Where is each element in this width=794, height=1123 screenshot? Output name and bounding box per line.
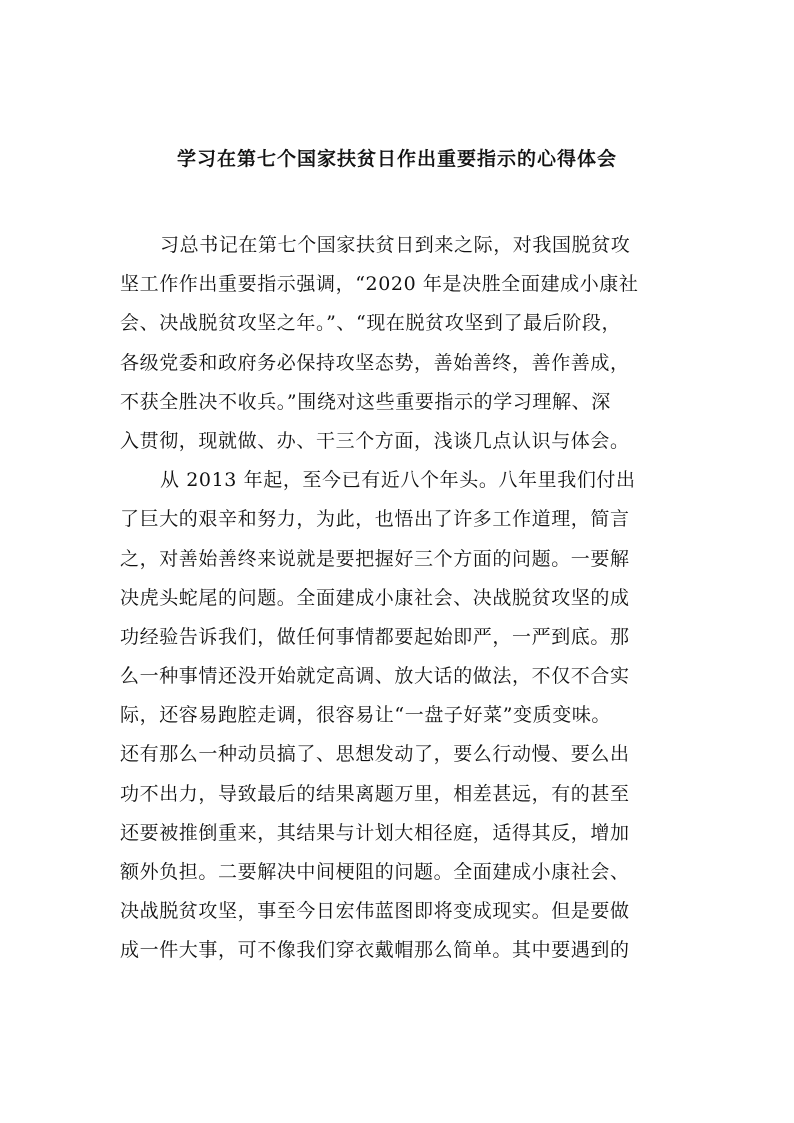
paragraph-line: 从 2013 年起，至今已有近八个年头。八年里我们付出 [160, 469, 636, 492]
paragraph-line: 不获全胜决不收兵。”围绕对这些重要指示的学习理解、深 [120, 390, 611, 413]
paragraph-line: 之，对善始善终来说就是要把握好三个方面的问题。一要解 [120, 547, 630, 570]
paragraph-line: 功不出力，导致最后的结果离题万里，相差甚远，有的甚至 [120, 782, 630, 805]
document-body [120, 226, 695, 971]
paragraph-line: 了巨大的艰辛和努力，为此，也悟出了许多工作道理，简言 [120, 508, 630, 531]
paragraph-line: 决战脱贫攻坚，事至今日宏伟蓝图即将变成现实。但是要做 [120, 900, 630, 923]
paragraph-line: 会、决战脱贫攻坚之年。”、“现在脱贫攻坚到了最后阶段， [120, 312, 622, 335]
paragraph-line: 坚工作作出重要指示强调，“2020 年是决胜全面建成小康社 [120, 273, 639, 296]
paragraph-line: 功经验告诉我们，做任何事情都要起始即严，一严到底。那 [120, 625, 630, 648]
paragraph-line: 际，还容易跑腔走调，很容易让“一盘子好菜”变质变味。 [120, 704, 612, 727]
paragraph-line: 决虎头蛇尾的问题。全面建成小康社会、决战脱贫攻坚的成 [120, 586, 630, 609]
paragraph-line: 成一件大事，可不像我们穿衣戴帽那么简单。其中要遇到的 [120, 939, 630, 962]
paragraph-line: 额外负担。二要解决中间梗阻的问题。全面建成小康社会、 [120, 861, 630, 883]
paragraph-line: 入贯彻，现就做、办、干三个方面，浅谈几点认识与体会。 [120, 429, 630, 452]
paragraph-line: 各级党委和政府务必保持攻坚态势，善始善终，善作善成， [120, 351, 630, 374]
paragraph-line: 还要被推倒重来，其结果与计划大相径庭，适得其反，增加 [120, 821, 630, 844]
paragraph-line: 么一种事情还没开始就定高调、放大话的做法，不仅不合实 [120, 665, 630, 688]
paragraph-line: 还有那么一种动员搞了、思想发动了，要么行动慢、要么出 [120, 743, 630, 766]
paragraph-line: 习总书记在第七个国家扶贫日到来之际，对我国脱贫攻 [160, 234, 631, 256]
document-title: 学习在第七个国家扶贫日作出重要指示的心得体会 [176, 148, 617, 170]
